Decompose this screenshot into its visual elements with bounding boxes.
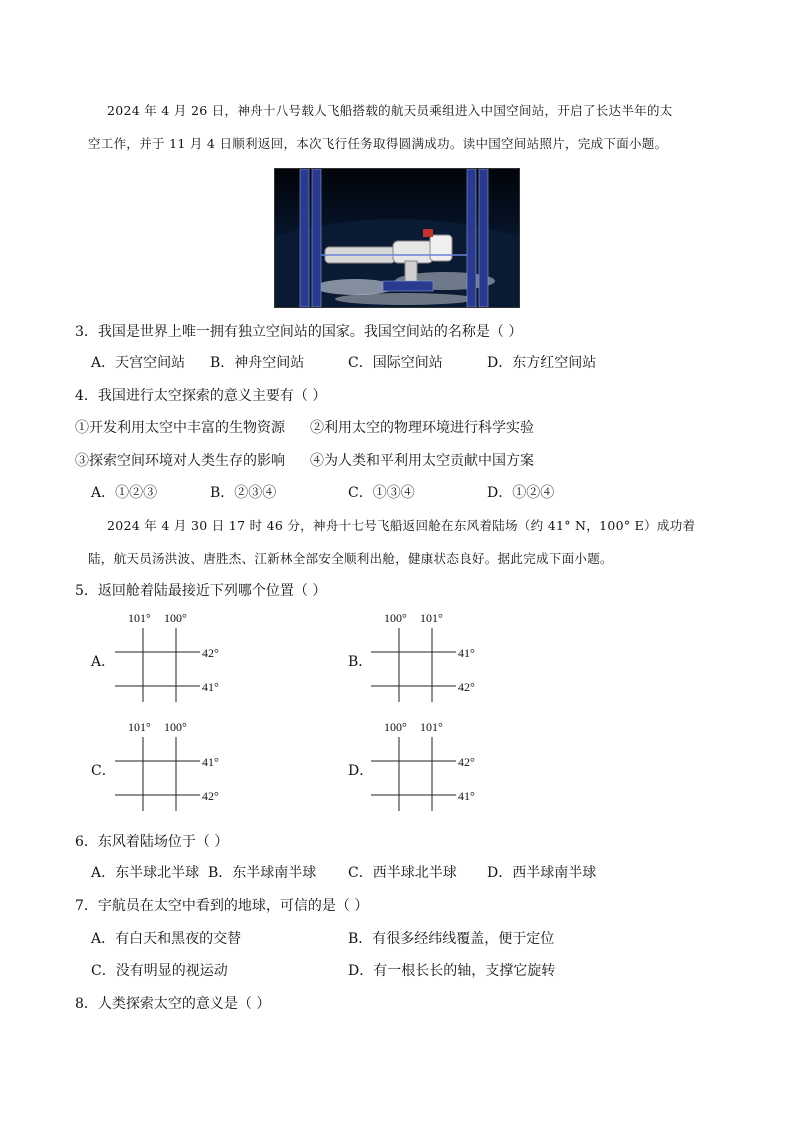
grid-b-top-right: 101° bbox=[420, 611, 443, 625]
q5-option-b-grid[interactable] bbox=[366, 606, 496, 702]
grid-a-top-right: 100° bbox=[164, 611, 187, 625]
grid-a-top-left: 101° bbox=[128, 611, 151, 625]
grid-d-top-left: 100° bbox=[384, 720, 407, 734]
grid-c-row2: 42° bbox=[202, 789, 219, 803]
q5-option-d-grid[interactable] bbox=[366, 715, 496, 811]
q4-option-d[interactable]: D．①②④ bbox=[487, 485, 555, 501]
q7-option-b[interactable]: B．有很多经纬线覆盖，便于定位 bbox=[348, 931, 555, 947]
q5-option-d-letter[interactable]: D． bbox=[348, 763, 374, 779]
q5-stem: 5．返回舱着陆最接近下列哪个位置（ ） bbox=[75, 583, 327, 599]
q6-option-d[interactable]: D．西半球南半球 bbox=[487, 865, 597, 881]
grid-a-row1: 42° bbox=[202, 646, 219, 660]
q8-stem: 8．人类探索太空的意义是（ ） bbox=[75, 996, 271, 1012]
grid-b-row2: 42° bbox=[458, 680, 475, 694]
q5-option-a-letter[interactable]: A． bbox=[91, 654, 116, 670]
q7-stem: 7．宇航员在太空中看到的地球，可信的是（ ） bbox=[75, 898, 369, 914]
q4-statement-3: ③探索空间环境对人类生存的影响 bbox=[75, 453, 285, 469]
q6-option-a[interactable]: A．东半球北半球 bbox=[91, 865, 200, 881]
grid-c-top-left: 101° bbox=[128, 720, 151, 734]
q4-statement-1: ①开发利用太空中丰富的生物资源 bbox=[75, 420, 285, 436]
q6-stem: 6．东风着陆场位于（ ） bbox=[75, 834, 229, 850]
q6-option-b[interactable]: B．东半球南半球 bbox=[208, 865, 317, 881]
q3-option-d[interactable]: D．东方红空间站 bbox=[487, 355, 597, 371]
q7-option-c[interactable]: C．没有明显的视运动 bbox=[91, 963, 228, 979]
grid-d-top-right: 101° bbox=[420, 720, 443, 734]
space-station-photo bbox=[274, 168, 520, 308]
q3-stem: 3．我国是世界上唯一拥有独立空间站的国家。我国空间站的名称是（ ） bbox=[75, 324, 523, 340]
grid-a-row2: 41° bbox=[202, 680, 219, 694]
grid-d-row1: 42° bbox=[458, 755, 475, 769]
passage2-line1: 2024 年 4 月 30 日 17 时 46 分，神舟十七号飞船返回舱在东风着陆场（约 41° N，100° E）成功着 bbox=[107, 518, 696, 533]
q3-option-c[interactable]: C．国际空间站 bbox=[348, 355, 443, 371]
q4-option-c[interactable]: C．①③④ bbox=[348, 485, 415, 501]
q4-statement-4: ④为人类和平利用太空贡献中国方案 bbox=[310, 453, 534, 469]
grid-b-top-left: 100° bbox=[384, 611, 407, 625]
grid-d-row2: 41° bbox=[458, 789, 475, 803]
passage1-line1: 2024 年 4 月 26 日，神舟十八号载人飞船搭载的航天员乘组进入中国空间站，开启了长达半年的太 bbox=[107, 103, 673, 118]
q4-option-b[interactable]: B．②③④ bbox=[210, 485, 277, 501]
q4-stem: 4．我国进行太空探索的意义主要有（ ） bbox=[75, 388, 327, 404]
q3-option-a[interactable]: A．天宫空间站 bbox=[91, 355, 186, 371]
passage2-line2: 陆，航天员汤洪波、唐胜杰、江新林全部安全顺利出舱，健康状态良好。据此完成下面小题。 bbox=[88, 551, 613, 566]
grid-c-top-right: 100° bbox=[164, 720, 187, 734]
q4-statement-2: ②利用太空的物理环境进行科学实验 bbox=[310, 420, 534, 436]
q5-option-a-grid[interactable] bbox=[110, 606, 240, 702]
q3-option-b[interactable]: B．神舟空间站 bbox=[210, 355, 305, 371]
q5-option-c-grid[interactable] bbox=[110, 715, 240, 811]
grid-b-row1: 41° bbox=[458, 646, 475, 660]
q4-option-a[interactable]: A．①②③ bbox=[91, 485, 158, 501]
q6-option-c[interactable]: C．西半球北半球 bbox=[348, 865, 457, 881]
q5-option-b-letter[interactable]: B． bbox=[348, 654, 373, 670]
grid-c-row1: 41° bbox=[202, 755, 219, 769]
passage1-line2: 空工作，并于 11 月 4 日顺利返回，本次飞行任务取得圆满成功。读中国空间站照片，完成下面小题。 bbox=[88, 136, 668, 151]
q7-option-a[interactable]: A．有白天和黑夜的交替 bbox=[91, 931, 242, 947]
q7-option-d[interactable]: D．有一根长长的轴，支撑它旋转 bbox=[348, 963, 556, 979]
q5-option-c-letter[interactable]: C． bbox=[91, 763, 116, 779]
